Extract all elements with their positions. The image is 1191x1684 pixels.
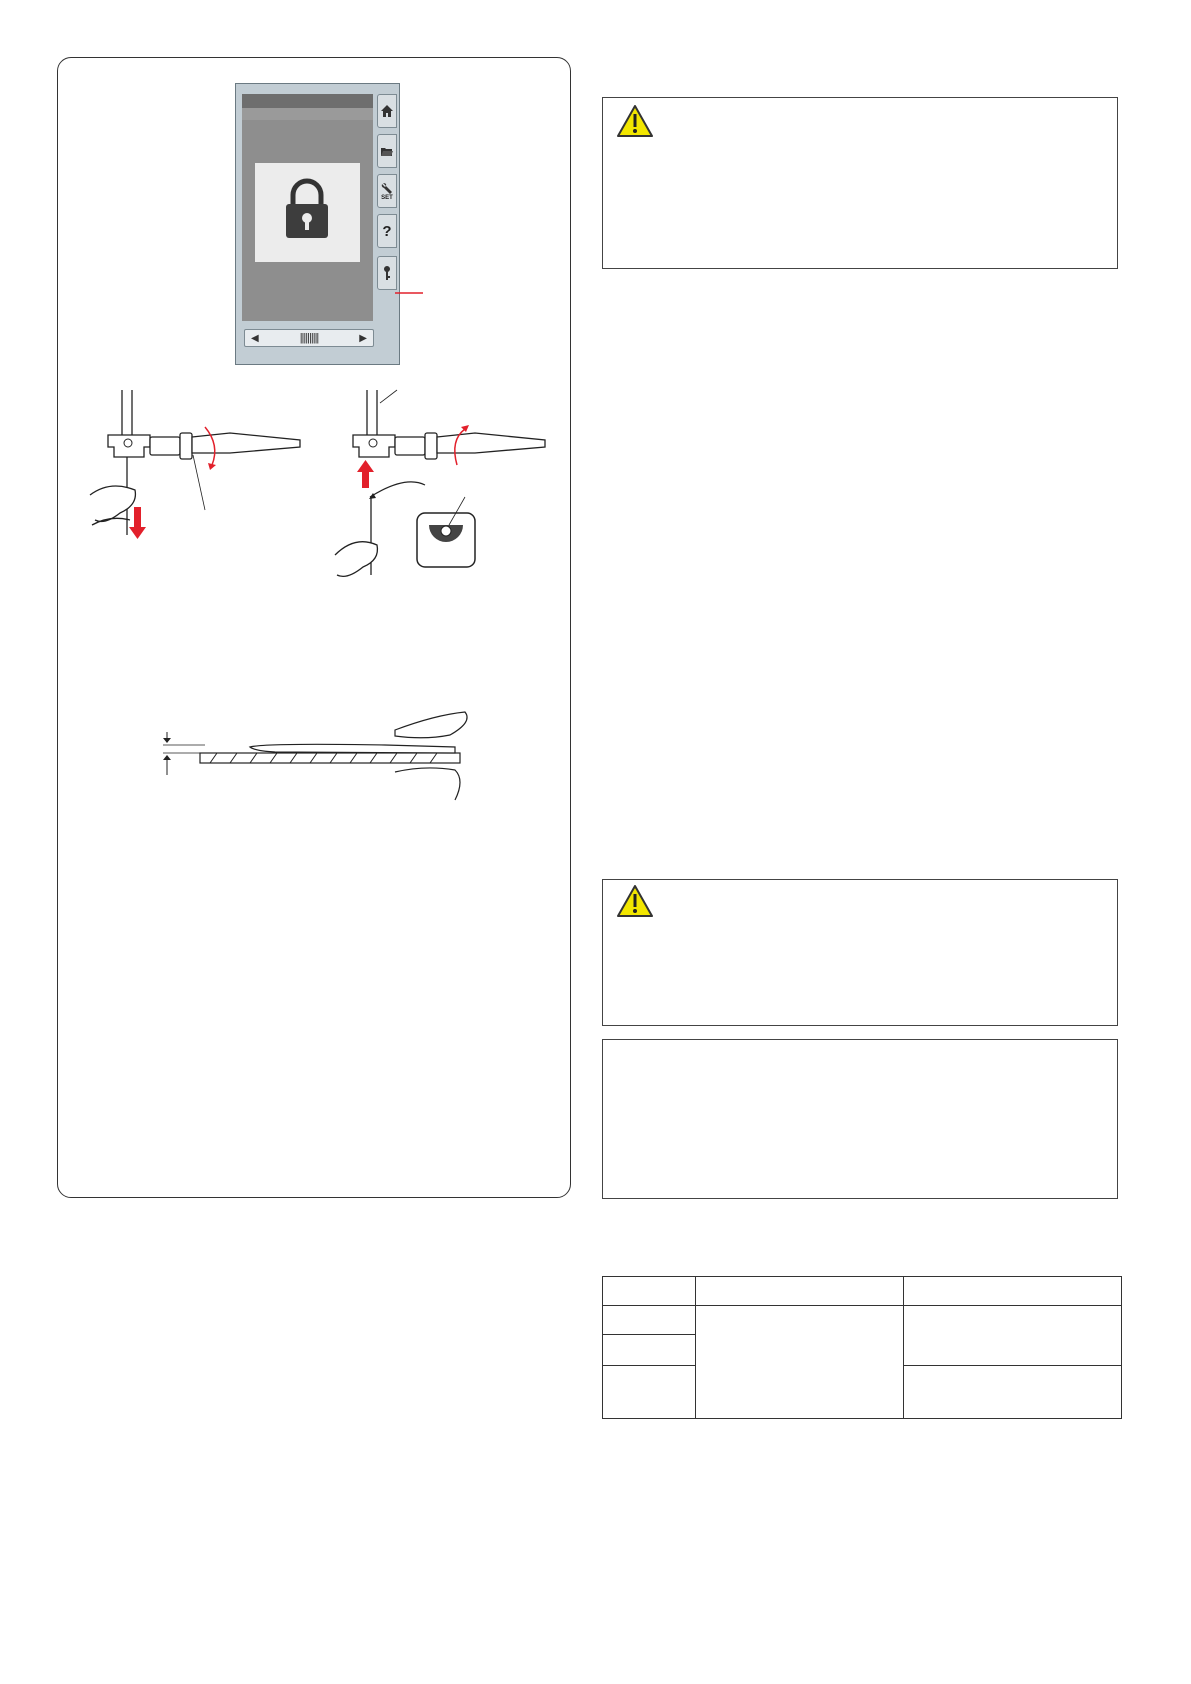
set-button[interactable] (377, 174, 397, 208)
lcd-screen-illustration (235, 83, 400, 365)
screen-title-bar (242, 94, 373, 108)
table-cell (603, 1306, 696, 1335)
table-cell (904, 1365, 1122, 1418)
slider-left-arrow[interactable]: ◀ (251, 332, 259, 344)
table-cell (696, 1306, 904, 1419)
warning-icon (616, 104, 654, 138)
set-label: SET (381, 194, 393, 201)
warning-icon (616, 884, 654, 918)
table-header-cell (904, 1277, 1122, 1306)
needle-removal-illustration (80, 385, 310, 570)
home-button[interactable] (377, 94, 397, 128)
warning-box-2 (602, 879, 1118, 1026)
help-icon: ? (382, 222, 392, 240)
page-slider[interactable] (244, 329, 374, 347)
padlock-icon (255, 163, 360, 262)
file-button[interactable] (377, 134, 397, 168)
warning-box-1 (602, 97, 1118, 269)
table-header-cell (603, 1277, 696, 1306)
lock-overlay (255, 163, 360, 262)
slider-ticks: |||||||||| (299, 332, 319, 344)
note-box (602, 1039, 1118, 1199)
table-cell (603, 1365, 696, 1418)
needle-straightness-illustration (155, 700, 475, 810)
screen-subbar (242, 108, 373, 120)
folder-icon (380, 144, 394, 158)
lock-key-button[interactable] (377, 256, 397, 290)
home-icon (380, 104, 394, 118)
table-row (603, 1306, 1122, 1335)
callout-line (395, 290, 425, 296)
table-header-row (603, 1277, 1122, 1306)
wrench-icon (381, 182, 393, 195)
help-button[interactable] (377, 214, 397, 248)
needle-insertion-illustration (325, 385, 555, 625)
table-header-cell (696, 1277, 904, 1306)
needle-thread-table (602, 1276, 1122, 1419)
table-cell (603, 1335, 696, 1365)
slider-right-arrow[interactable]: ▶ (359, 332, 367, 344)
lock-key-icon (382, 265, 392, 281)
table-cell (904, 1306, 1122, 1365)
